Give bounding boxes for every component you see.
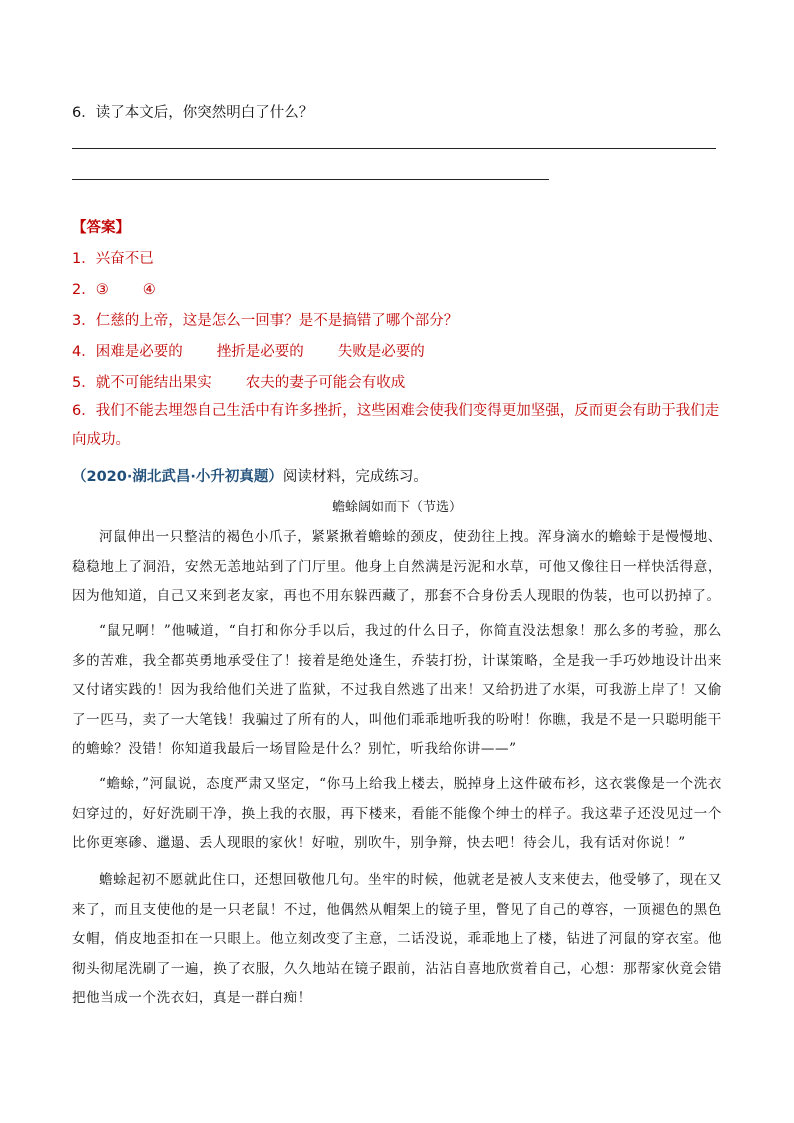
answer-text: 仁慈的上帝，这是怎么一回事？是不是搞错了哪个部分？ — [95, 313, 459, 329]
answer-number: 6． — [72, 403, 96, 419]
answer-2 — [72, 278, 156, 299]
paragraph-1: 河鼠伸出一只整洁的褐色小爪子，紧紧揪着蟾蜍的颈皮，使劲往上拽。浑身滴水的蟾蜍于是慢慢地、稳稳地上了洞沿，安然无恙地站到了门厅里。他身上自然满是污泥和水草，可他又像往日一样快活得意，因为他知道，自己又来到老友家，再也不用东躲西藏了，那套不合身份丢人现眼的伪装，也可以扔掉了。 — [72, 529, 722, 604]
paragraph-2: “鼠兄啊！”他喊道，“自打和你分手以后，我过的什么日子，你简直没法想象！那么多的考验，那么多的苦难，我全都英勇地承受住了！接着是绝处逢生，乔装打扮，计谋策略，全是我一手巧妙地设计出来又付诸实践的！因为我给他们关进了监狱，不过我自然逃了出来！又给扔进了水渠，可我游上岸了！又偷了一匹马，卖了一大笔钱！我骗过了所有的人，叫他们乖乖地听我的吩咐！你瞧，我是不是一只聪明能干的蟾蜍？没错！你知道我最后一场冒险是什么？别忙，听我给你讲——” — [72, 623, 722, 757]
answer-4 — [72, 340, 425, 361]
answer-number: 5． — [72, 375, 96, 391]
answer-number: 1． — [72, 251, 96, 267]
answer-line-2 — [72, 179, 549, 180]
answer-text: ③ — [95, 282, 109, 298]
answer-number: 4． — [72, 344, 96, 360]
answer-3 — [72, 309, 458, 330]
answer-text: 兴奋不已 — [95, 251, 154, 267]
paragraph-3: “蟾蜍，”河鼠说，态度严肃又坚定，“你马上给我上楼去，脱掉身上这件破布衫，这衣裳像是一个洗衣妇穿过的，好好洗刷干净，换上我的衣服，再下楼来，看能不能像个绅士的样子。我这辈子还没见过一个比你更寒碜、邋遢、丢人现眼的家伙！好啦，别吹牛，别争辩，快去吧！待会儿，我有话对你说！” — [72, 776, 722, 851]
answer-text: 困难是必要的 — [95, 344, 183, 360]
paragraph-4: 蟾蜍起初不愿就此住口，还想回敬他几句。坐牢的时候，他就老是被人支来使去，他受够了，现在又来了，而且支使他的是一只老鼠！不过，他偶然从帽架上的镜子里，瞥见了自己的尊容，一顶褪色的黑色女帽，俏皮地歪扣在一只眼上。他立刻改变了主意，二话没说，乖乖地上了楼，钻进了河鼠的穿衣室。他彻头彻尾洗刷了一遍，换了衣服，久久地站在镜子跟前，沾沾自喜地欣赏着自己，心想：那帮家伙竟会错把他当成一个洗衣妇，真是一群白痴！ — [72, 872, 722, 1006]
answer-label: 【答案】 — [72, 220, 130, 236]
source-line — [72, 465, 428, 486]
answer-1 — [72, 247, 154, 268]
answer-text: 失败是必要的 — [337, 344, 425, 360]
answer-number: 2． — [72, 282, 96, 298]
answer-number: 3． — [72, 313, 96, 329]
answer-text: 挫折是必要的 — [216, 344, 304, 360]
answer-text: 农夫的妻子可能会有收成 — [245, 375, 406, 391]
answer-5 — [72, 371, 405, 392]
question-6: 6．读了本文后，你突然明白了什么？ — [72, 105, 314, 121]
answer-line-1 — [72, 148, 716, 149]
answer-6 — [72, 397, 732, 455]
answer-text: 我们不能去埋怨自己生活中有许多挫折，这些困难会使我们变得更加坚强，反而更会有助于我们走向成功。 — [72, 403, 720, 448]
source-instruction: 阅读材料，完成练习。 — [282, 469, 428, 485]
source-tag: （2020·湖北武昌·小升初真题） — [72, 469, 283, 485]
answer-text: ④ — [142, 282, 156, 298]
passage-title: 蟾蜍阔如而下（节选） — [331, 500, 462, 515]
answer-text: 就不可能结出果实 — [95, 375, 212, 391]
